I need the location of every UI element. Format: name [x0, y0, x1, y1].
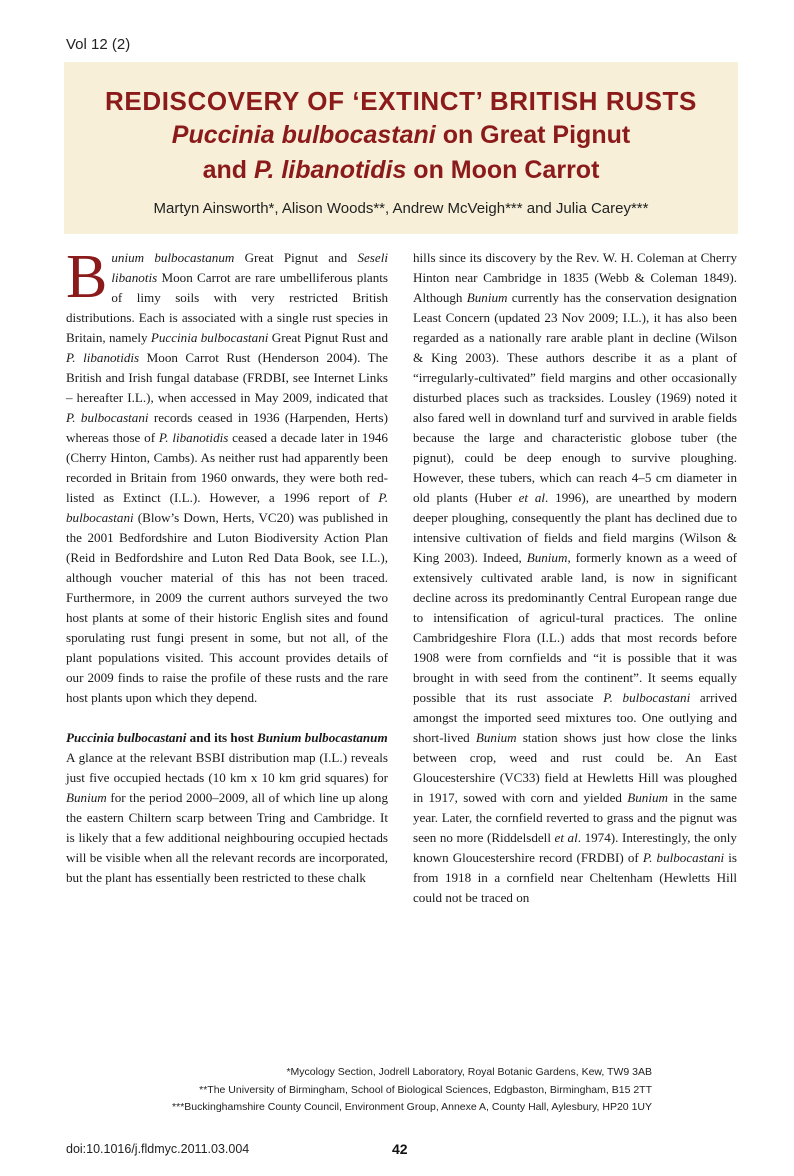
drop-cap: B — [66, 243, 108, 311]
italic-term: P. bulbocastani — [603, 690, 691, 705]
article-subtitle-line1 — [64, 121, 738, 150]
subtitle-text: on Great Pignut — [435, 121, 631, 149]
italic-term: Bunium — [66, 790, 107, 805]
text-run: ceased a decade later in 1946 (Cherry Hinton, Cambs). As neither rust had apparently been recorded in Britain from 1960 onwards, they were both red-listed as Extinct (I.L.). However, a 1996 report of — [66, 430, 388, 505]
text-run: . 1974). Interestingly, the only known Gloucestershire record (FRDBI) of — [413, 830, 737, 865]
text-run: Great Pignut and — [234, 250, 358, 265]
continued-paragraph — [413, 248, 737, 908]
italic-term: P. bulbocastani — [642, 850, 725, 865]
italic-term: P. bulbocastani — [66, 490, 388, 525]
footnote-bucks: ***Buckinghamshire County Council, Environment Group, Annexe A, County Hall, Aylesbury, HP20 1UY — [172, 1101, 652, 1113]
italic-term: Bunium bulbocastanum — [257, 730, 388, 745]
footnote-kew: *Mycology Section, Jodrell Laboratory, Royal Botanic Gardens, Kew, TW9 3AB — [286, 1066, 652, 1078]
italic-term: et al — [518, 490, 546, 505]
text-run: records ceased in 1936 (Harpenden, Herts) whereas those of — [66, 410, 388, 445]
text-run: in the same year. Later, the cornfield reverted to grass and the pignut was seen no more (Riddelsdell — [413, 790, 737, 845]
text-run: (Blow’s Down, Herts, VC20) was published in the 2001 Bedfordshire and Luton Biodiversity Action Plan (Reid in Bedfordshire and Luton Red Data Book, see I.L.), although voucher material of this has not been traced. Furthermore, in 2009 the current authors surveyed the two host plants at some of their historic English sites and found sporulating rust fungi present in some, but not all, of the plant populations visited. This account provides details of our 2009 finds to raise the profile of these rusts and the rare host plants upon which they depend. — [66, 510, 388, 705]
text-run: . 1996), are unearthed by modern deeper ploughing, consequently the plant has declined due to intensive cultivation of fields and field margins (Wilson & King 2003). Indeed, — [413, 490, 737, 565]
italic-term: P. libanotidis — [158, 430, 229, 445]
text-run: Moon Carrot are rare umbelliferous plants of limy soils with very restricted British distributions. Each is associated with a single rust species in Britain, namely — [66, 270, 388, 345]
text-run: is from 1918 in a cornfield near Cheltenham (Hewletts Hill could not be traced on — [413, 850, 738, 905]
italic-term: P. libanotidis — [66, 350, 140, 365]
intro-paragraph — [66, 243, 388, 708]
title-box — [64, 62, 738, 234]
italic-term: Bunium — [526, 550, 568, 565]
species-name: P. libanotidis — [254, 156, 407, 184]
subtitle-text: on Moon Carrot — [406, 156, 600, 184]
italic-term: unium bulbocastanum — [111, 250, 235, 265]
footnotes — [172, 1064, 652, 1117]
footnote-birmingham: **The University of Birmingham, School of Biological Sciences, Edgbaston, Birmingham, B15 2TT — [199, 1083, 652, 1096]
italic-term: Bunium — [627, 790, 668, 805]
article-title: REDISCOVERY OF ‘EXTINCT’ BRITISH RUSTS — [105, 86, 697, 116]
text-run: A glance at the relevant BSBI distribution map (I.L.) reveals just five occupied hectads (10 km x 10 km grid squares) for — [66, 750, 388, 785]
text-run: hills since its discovery by the Rev. W. H. Coleman at Cherry Hinton near Cambridge in 1835 (Webb & Coleman 1849). Although — [413, 250, 737, 305]
italic-term: et al — [554, 830, 578, 845]
page-number: 42 — [392, 1141, 408, 1157]
text-run: Moon Carrot Rust (Henderson 2004). The British and Irish fungal database (FRDBI, see Internet Links – hereafter I.L.), when accessed in May 2009, indicated that — [66, 350, 388, 405]
volume-label: Vol 12 (2) — [66, 36, 131, 53]
italic-term: Bunium — [466, 290, 508, 305]
section-heading — [66, 728, 388, 748]
subtitle-prefix: and — [202, 156, 255, 184]
text-run: arrived amongst the imported seed mixtures too. One outlying and short-lived — [413, 690, 737, 745]
text-run: station shows just how close the links between crop, weed and rust could be. An East Gloucestershire (VC33) field at Hewletts Hill was ploughed in 1917, sowed with corn and yielded — [413, 730, 737, 805]
article-subtitle-line2 — [64, 156, 738, 185]
section-paragraph — [66, 748, 388, 888]
italic-term: P. bulbocastani — [66, 410, 149, 425]
text-run: and its host — [186, 730, 257, 745]
author-list: Martyn Ainsworth*, Alison Woods**, Andrew McVeigh*** and Julia Carey*** — [153, 200, 649, 217]
italic-term: Puccinia bulbocastani — [150, 330, 269, 345]
italic-term: Bunium — [475, 730, 517, 745]
doi-link[interactable]: doi:10.1016/j.fldmyc.2011.03.004 — [66, 1142, 250, 1156]
intro-text — [66, 243, 388, 705]
italic-term: Seseli libanotis — [111, 250, 388, 285]
italic-term: Puccinia bulbocastani — [66, 730, 187, 745]
body-column-right — [413, 248, 737, 908]
species-name: Puccinia bulbocastani — [171, 121, 436, 149]
body-column-left — [66, 243, 388, 888]
text-run: Great Pignut Rust and — [268, 330, 388, 345]
text-run: currently has the conservation designation Least Concern (updated 23 Nov 2009; I.L.), it has also been regarded as a nationally rare arable plant in decline (Wilson & King 2003). These authors describe it as a plant of “irregularly-cultivated” field margins and other occasionally disturbed places such as tracksides. Lousley (1969) noted it also fared well in downland turf and survived in arable fields because the large and characteristic globose tuber (the pignut), could be deep enough to survive ploughing. However, these tubers, which can reach 4–5 cm diameter in old plants (Huber — [413, 290, 737, 505]
text-run: for the period 2000–2009, all of which line up along the eastern Chiltern scarp between Tring and Cambridge. It is likely that a few additional neighbouring occupied hectads will be visible when all the relevant records are incorporated, but the plant has essentially been restricted to these chalk — [66, 790, 388, 885]
text-run: , formerly known as a weed of extensively cultivated arable land, is now in significant decline across its predominantly Central European range due to intensification of agricul-tural practices. The online Cambridgeshire Flora (I.L.) adds that most records before 1908 were from cornfields and “it is possible that it was brought in with seed from the continent”. It seems equally possible that its rust associate — [413, 550, 737, 705]
